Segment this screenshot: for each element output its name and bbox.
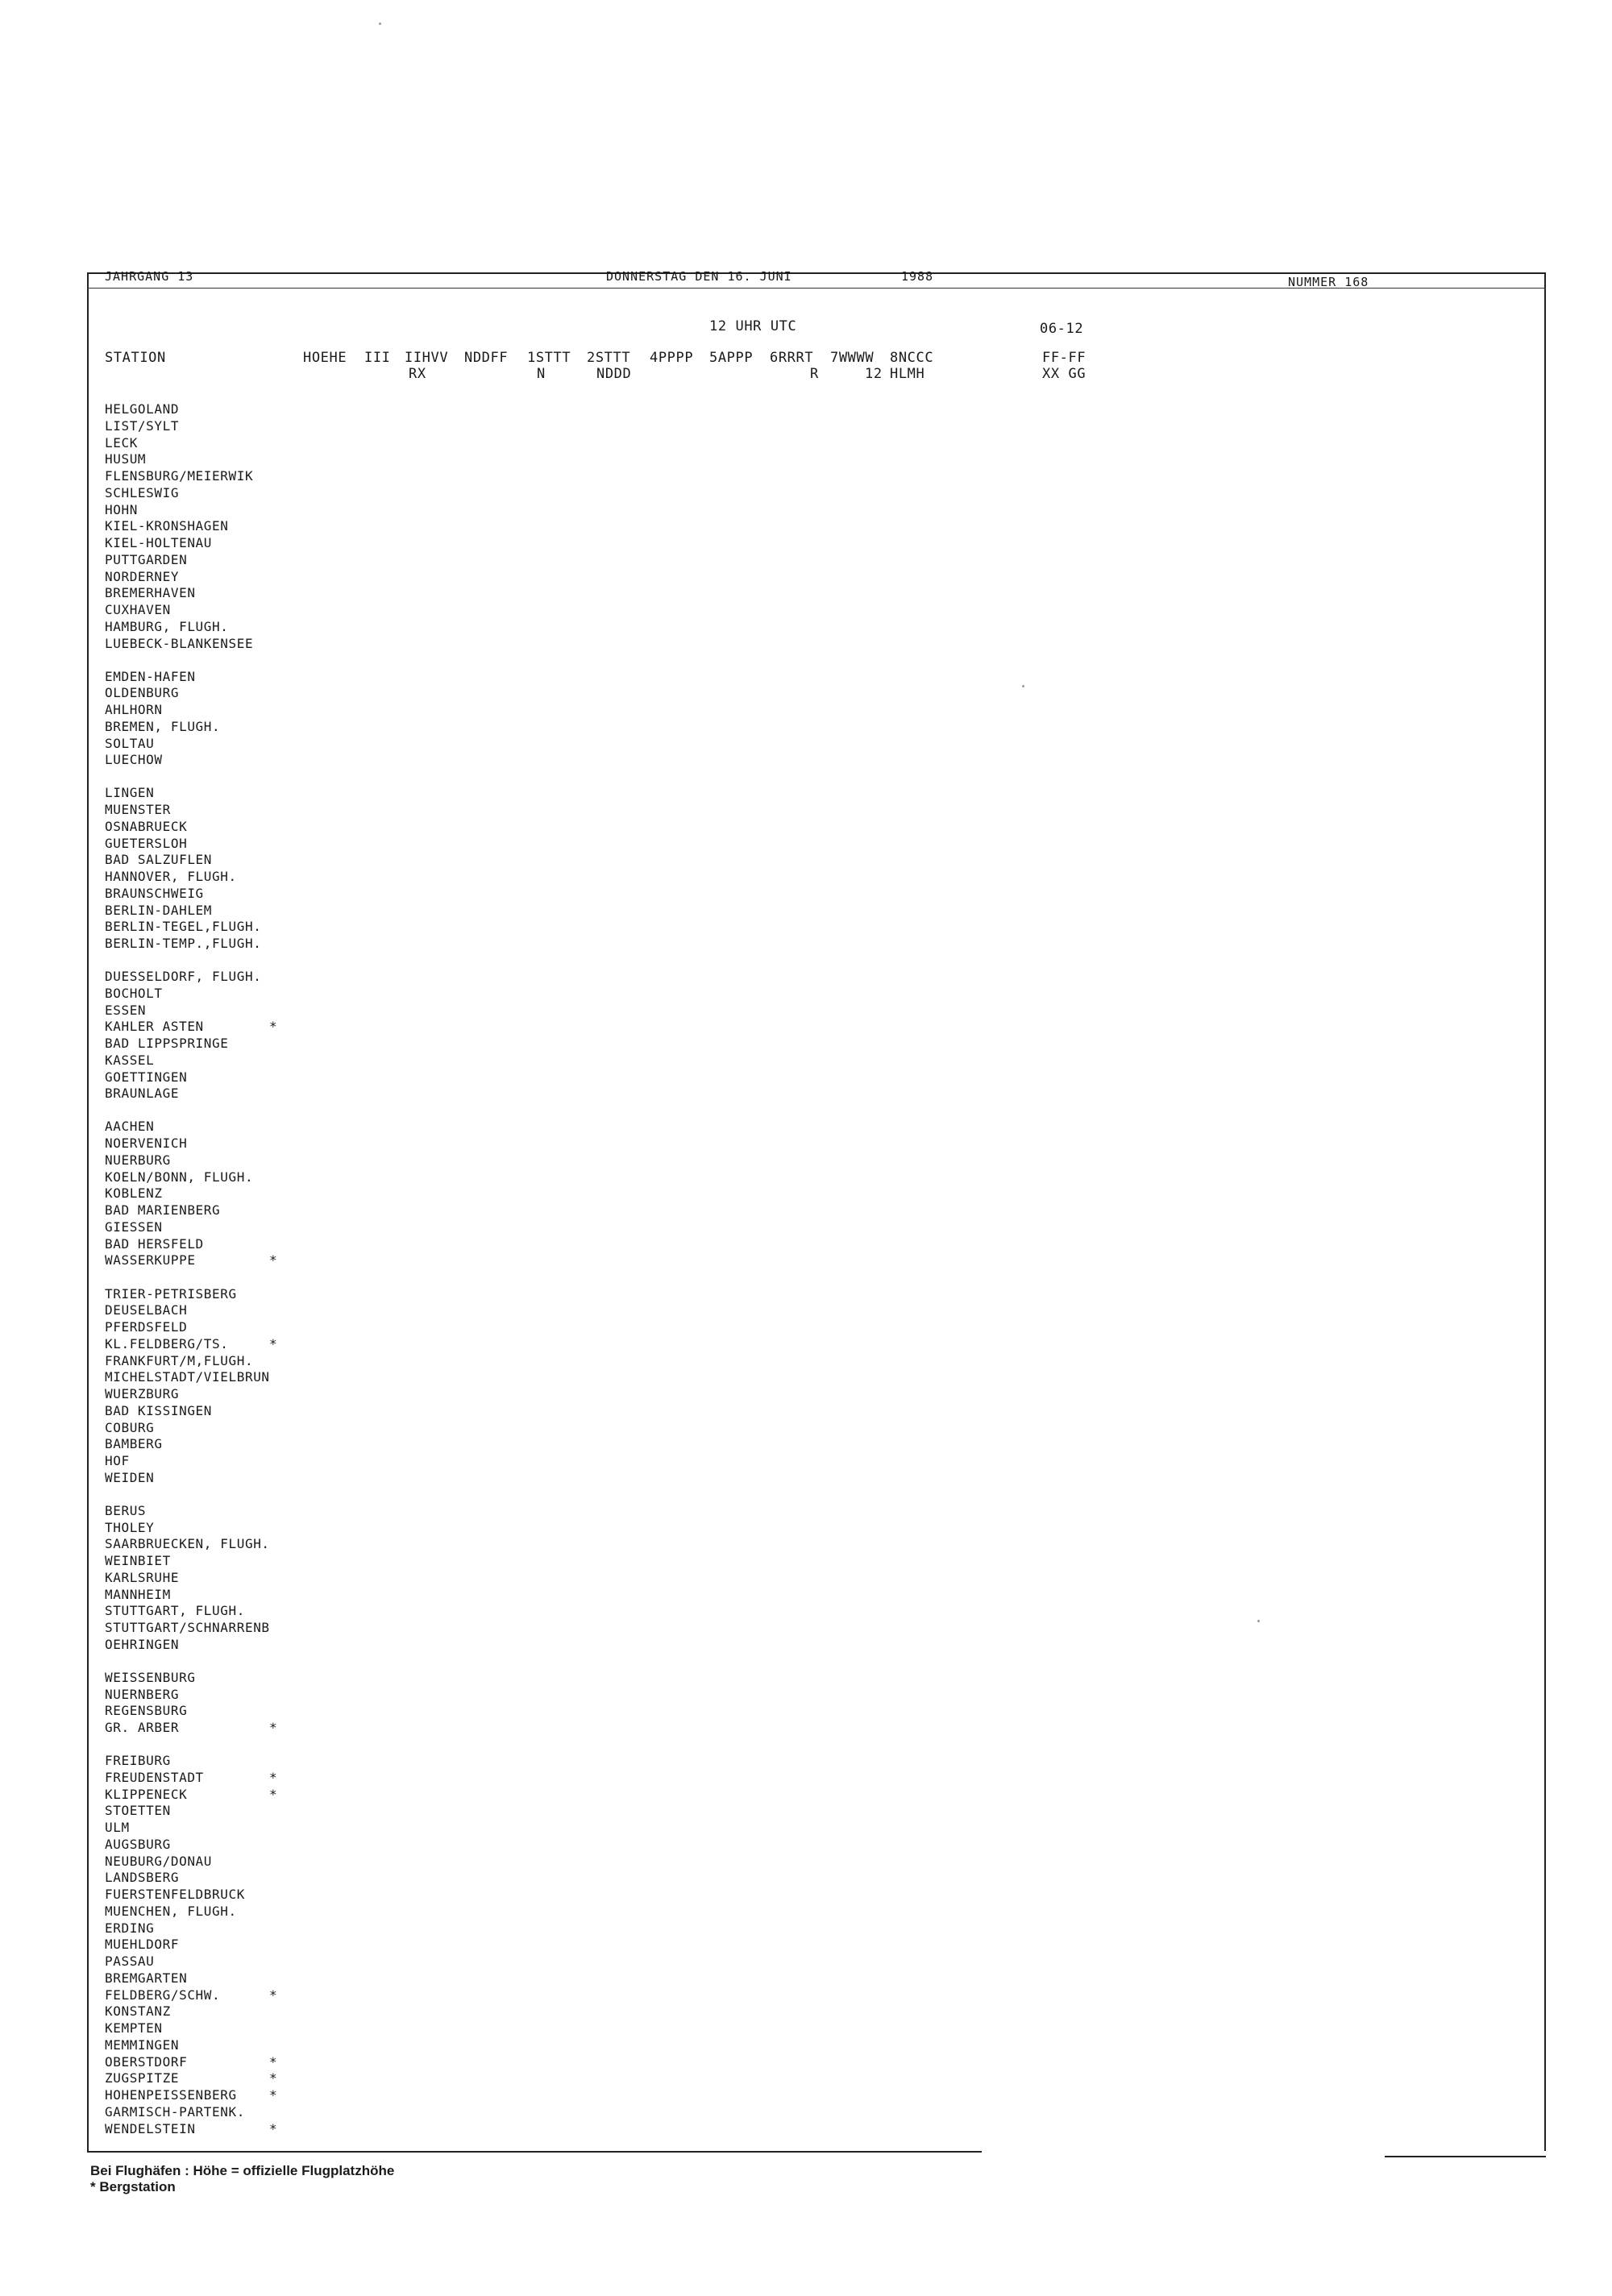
station-name: LUEBECK-BLANKENSEE (105, 635, 254, 651)
scan-speck (1022, 685, 1024, 687)
station-name: BRAUNSCHWEIG (105, 885, 204, 901)
station-name: HAMBURG, FLUGH. (105, 618, 229, 634)
mountain-station-marker: * (269, 2120, 277, 2136)
station-name: REGENSBURG (105, 1703, 188, 1719)
col-station: STATION (105, 350, 166, 366)
col-2sttt-sub: NDDD (596, 366, 632, 382)
col-ffff: FF-FF (1042, 350, 1086, 366)
station-name: NUERNBERG (105, 1686, 180, 1702)
col-8nccc-sub: HLMH (890, 366, 925, 382)
station-name: KEMPTEN (105, 2020, 163, 2037)
col-hoehe: HOEHE (303, 350, 347, 366)
time-label: 12 UHR UTC (709, 318, 797, 334)
station-name: KLIPPENECK (105, 1786, 188, 1802)
station-name: BAMBERG (105, 1436, 163, 1452)
station-name: KARLSRUHE (105, 1569, 180, 1585)
col-6rrrt-sub: R (810, 366, 819, 382)
station-name: WUERZBURG (105, 1386, 180, 1401)
station-name: SAARBRUECKEN, FLUGH. (105, 1536, 270, 1552)
station-name: ERDING (105, 1920, 155, 1936)
station-name: WEINBIET (105, 1553, 171, 1568)
station-name: LINGEN (105, 785, 155, 801)
table-frame (87, 272, 1546, 2151)
station-name: BREMEN, FLUGH. (105, 718, 221, 734)
scan-speck (1257, 1620, 1260, 1622)
station-name: BRAUNLAGE (105, 1086, 180, 1102)
station-name: EMDEN-HAFEN (105, 668, 196, 684)
mountain-station-marker: * (269, 1987, 277, 2003)
station-name: PASSAU (105, 1953, 155, 1970)
station-name: MANNHEIM (105, 1586, 171, 1602)
station-name: ULM (105, 1820, 130, 1836)
station-name: HOF (105, 1453, 130, 1468)
station-name: BAD SALZUFLEN (105, 852, 213, 868)
col-1sttt-sub: N (537, 366, 546, 382)
station-name: PUTTGARDEN (105, 551, 188, 567)
station-name: OSNABRUECK (105, 818, 188, 834)
station-name: KONSTANZ (105, 2003, 171, 2020)
footnote-mountain: * Bergstation (90, 2179, 176, 2194)
station-name: SOLTAU (105, 735, 155, 751)
station-name: AUGSBURG (105, 1836, 171, 1852)
station-name: COBURG (105, 1419, 155, 1435)
station-name: HANNOVER, FLUGH. (105, 869, 237, 885)
station-name: ESSEN (105, 1002, 147, 1018)
col-8nccc: 8NCCC (890, 350, 934, 366)
station-name: FELDBERG/SCHW. (105, 1987, 221, 2003)
station-name: OEHRINGEN (105, 1636, 180, 1652)
period-label: 06-12 (1040, 321, 1084, 337)
station-name: OBERSTDORF (105, 2053, 188, 2070)
mountain-station-marker: * (269, 1019, 277, 1035)
station-name: HOHENPEISSENBERG (105, 2087, 237, 2103)
station-name: SCHLESWIG (105, 484, 180, 500)
mountain-station-marker: * (269, 1786, 277, 1802)
station-name: WEIDEN (105, 1469, 155, 1485)
station-name: KIEL-KRONSHAGEN (105, 518, 229, 534)
station-name: MUENCHEN, FLUGH. (105, 1903, 237, 1919)
station-name: BOCHOLT (105, 985, 163, 1001)
col-iii: III (364, 350, 391, 366)
station-name: HUSUM (105, 451, 147, 467)
station-name: STUTTGART/SCHNARRENB (105, 1620, 270, 1635)
station-name: THOLEY (105, 1519, 155, 1535)
footnote-airports: Bei Flughäfen : Höhe = offizielle Flugplatzhöhe (90, 2163, 395, 2178)
col-nddff: NDDFF (464, 350, 509, 366)
nummer: NUMMER 168 (1288, 275, 1369, 289)
mountain-station-marker: * (269, 2053, 277, 2070)
station-name: ZUGSPITZE (105, 2070, 180, 2086)
station-name: GIESSEN (105, 1219, 163, 1235)
station-name: WASSERKUPPE (105, 1252, 196, 1268)
station-name: STOETTEN (105, 1803, 171, 1819)
station-name: AACHEN (105, 1119, 155, 1135)
station-name: FREIBURG (105, 1753, 171, 1769)
station-name: AHLHORN (105, 702, 163, 717)
station-name: KOBLENZ (105, 1185, 163, 1202)
station-name: GR. ARBER (105, 1720, 180, 1736)
station-name: OLDENBURG (105, 685, 180, 701)
station-name: KASSEL (105, 1052, 155, 1068)
col-ffff-sub: XX GG (1042, 366, 1086, 382)
col-1sttt: 1STTT (527, 350, 571, 366)
station-name: NEUBURG/DONAU (105, 1853, 213, 1869)
col-2sttt: 2STTT (587, 350, 631, 366)
mountain-station-marker: * (269, 1769, 277, 1785)
station-name: WEISSENBURG (105, 1669, 196, 1685)
mountain-station-marker: * (269, 1720, 277, 1736)
station-name: GUETERSLOH (105, 835, 188, 851)
station-name: LIST/SYLT (105, 417, 180, 434)
station-name: BAD MARIENBERG (105, 1202, 221, 1219)
mountain-station-marker: * (269, 1252, 277, 1268)
station-name: NOERVENICH (105, 1136, 188, 1152)
station-name: HOHN (105, 501, 138, 517)
station-name: FRANKFURT/M,FLUGH. (105, 1352, 254, 1368)
station-name: WENDELSTEIN (105, 2120, 196, 2136)
station-name: BERUS (105, 1502, 147, 1518)
station-name: TRIER-PETRISBERG (105, 1285, 237, 1302)
mountain-station-marker: * (269, 2087, 277, 2103)
mountain-station-marker: * (269, 1335, 277, 1351)
station-name: CUXHAVEN (105, 602, 171, 617)
mountain-station-marker: * (269, 2070, 277, 2086)
station-name: BERLIN-TEMP.,FLUGH. (105, 936, 262, 952)
year: 1988 (901, 269, 934, 284)
station-name: BREMERHAVEN (105, 585, 196, 601)
station-name: DEUSELBACH (105, 1302, 188, 1318)
station-name: MICHELSTADT/VIELBRUN (105, 1369, 270, 1385)
station-name: DUESSELDORF, FLUGH. (105, 969, 262, 985)
station-name: BAD KISSINGEN (105, 1402, 213, 1418)
col-iihvv: IIHVV (405, 350, 449, 366)
station-name: FUERSTENFELDBRUCK (105, 1887, 245, 1903)
station-name: KAHLER ASTEN (105, 1019, 204, 1035)
station-name: FLENSBURG/MEIERWIK (105, 468, 254, 484)
station-name: BERLIN-TEGEL,FLUGH. (105, 919, 262, 935)
station-name: KIEL-HOLTENAU (105, 535, 213, 550)
date: DONNERSTAG DEN 16. JUNI (606, 269, 792, 284)
station-name: LUECHOW (105, 752, 163, 768)
station-name: MEMMINGEN (105, 2037, 180, 2053)
col-5appp: 5APPP (709, 350, 754, 366)
station-name: KOELN/BONN, FLUGH. (105, 1169, 254, 1185)
bottom-rule (87, 2151, 982, 2153)
station-name: BAD LIPPSPRINGE (105, 1036, 229, 1052)
station-name: BREMGARTEN (105, 1970, 188, 1986)
station-name: BERLIN-DAHLEM (105, 902, 213, 918)
station-name: NUERBURG (105, 1152, 171, 1168)
station-name: MUENSTER (105, 802, 171, 818)
station-name: HELGOLAND (105, 401, 180, 417)
station-name: FREUDENSTADT (105, 1769, 204, 1785)
station-name: LECK (105, 434, 138, 450)
station-name: NORDERNEY (105, 568, 180, 584)
station-name: LANDSBERG (105, 1870, 180, 1886)
col-4pppp: 4PPPP (650, 350, 694, 366)
col-7wwww: 7WWWW (830, 350, 875, 366)
station-name: STUTTGART, FLUGH. (105, 1603, 245, 1619)
corner-rule (1385, 2156, 1546, 2157)
scan-speck (379, 23, 381, 25)
station-name: PFERDSFELD (105, 1319, 188, 1335)
col-6rrrt: 6RRRT (770, 350, 814, 366)
station-name: KL.FELDBERG/TS. (105, 1335, 229, 1351)
station-name: MUEHLDORF (105, 1937, 180, 1953)
station-name: BAD HERSFELD (105, 1235, 204, 1252)
jahrgang: JAHRGANG 13 (105, 269, 194, 284)
col-7wwww-sub: 12 (865, 366, 883, 382)
station-name: GARMISCH-PARTENK. (105, 2103, 245, 2120)
station-name: GOETTINGEN (105, 1069, 188, 1085)
col-iihvv-sub: RX (409, 366, 426, 382)
